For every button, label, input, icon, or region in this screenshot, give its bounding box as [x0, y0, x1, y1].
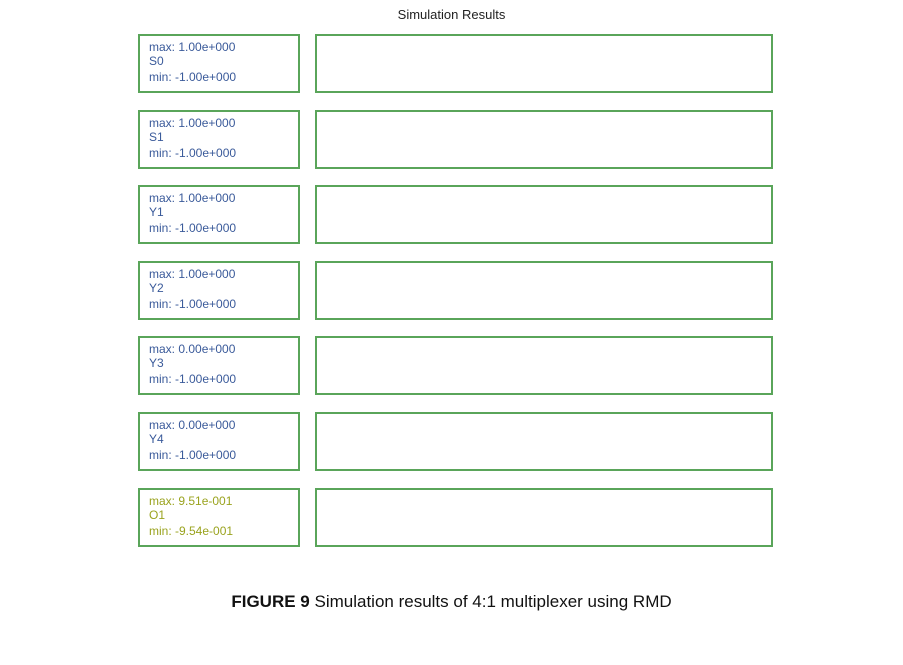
signal-name: Y3	[149, 356, 164, 371]
min-label: min: -1.00e+000	[149, 221, 237, 236]
plot-frame-y2	[315, 261, 773, 320]
caption-text: Simulation results of 4:1 multiplexer using RMD	[314, 592, 672, 611]
min-label: min: -1.00e+000	[149, 145, 237, 160]
plot-frame-s1	[315, 110, 773, 169]
signal-name: S1	[149, 129, 164, 144]
max-label: max: 0.00e+000	[149, 342, 236, 357]
min-label: min: -1.00e+000	[149, 296, 237, 311]
signal-name: S0	[149, 54, 164, 68]
figure-number: FIGURE 9	[231, 592, 310, 611]
min-label: min: -1.00e+000	[149, 372, 237, 387]
figure-caption	[0, 592, 903, 612]
plot-frame-s0	[315, 34, 773, 93]
min-label: min: -1.00e+000	[149, 448, 237, 462]
plot-frame-o1	[315, 488, 773, 547]
plot-frame-y3	[315, 336, 773, 395]
plot-frame-y4	[315, 412, 773, 471]
signal-name: O1	[149, 507, 166, 522]
chart-title: Simulation Results	[397, 7, 506, 22]
signal-name: Y4	[149, 432, 164, 446]
plot-frame-y1	[315, 185, 773, 244]
signal-name: Y2	[149, 280, 164, 295]
max-label: max: 0.00e+000	[149, 418, 236, 432]
min-label: min: -1.00e+000	[149, 70, 237, 84]
min-label: min: -9.54e-001	[149, 523, 234, 538]
max-label: max: 1.00e+000	[149, 266, 236, 281]
max-label: max: 1.00e+000	[149, 191, 236, 206]
max-label: max: 1.00e+000	[149, 40, 236, 54]
signal-name: Y1	[149, 205, 164, 220]
max-label: max: 1.00e+000	[149, 115, 236, 130]
max-label: max: 9.51e-001	[149, 493, 233, 508]
